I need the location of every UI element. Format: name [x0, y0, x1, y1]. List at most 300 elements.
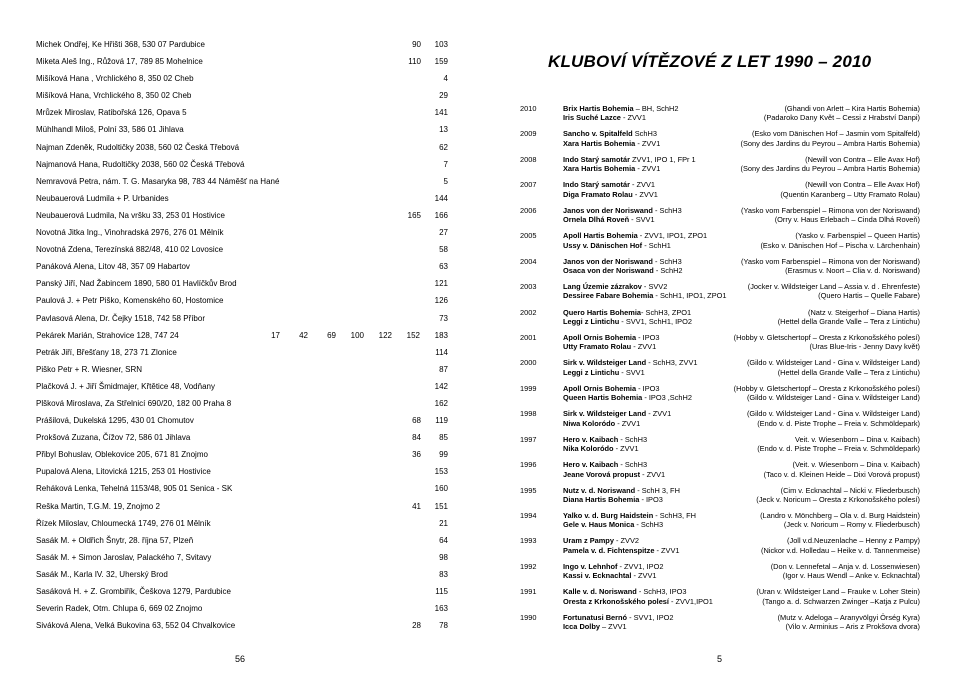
page-references [394, 621, 448, 631]
male-winner-line [563, 511, 920, 520]
year-entry [520, 384, 920, 409]
dog-titles: SchH3 [632, 129, 657, 139]
registry-row [36, 91, 448, 108]
male-winner-line [563, 206, 920, 215]
dog-name: Pamela v. d. Fichtenspitze [563, 545, 655, 555]
dog-entry [563, 155, 696, 164]
registry-row [36, 433, 448, 450]
dog-parents: (Uran v. Wildsteiger Land – Frauke v. Loher Stein) [756, 587, 920, 597]
page-reference: 114 [435, 347, 448, 357]
dog-parents: (Igor v. Haus Wendl – Anke v. Ecknachtal) [782, 571, 920, 581]
page-reference: 98 [439, 552, 448, 562]
page-references [421, 365, 448, 375]
dog-name: Kalle v. d. Noriswand [563, 587, 637, 597]
female-winner-line [563, 139, 920, 148]
male-winner-line [563, 155, 920, 164]
dog-entry [563, 409, 671, 418]
female-winner-line [563, 241, 920, 250]
year-entry [520, 129, 920, 154]
owner-name: Petrák Jiří, Břešťany 18, 273 71 Zlonice [36, 347, 177, 357]
year-entry [520, 282, 920, 307]
page-reference: 152 [406, 330, 420, 340]
owner-name: Plšková Miroslava, Za Střelnicí 690/20, 182 00 Praha 8 [36, 398, 232, 408]
female-winner-line [563, 190, 920, 199]
dog-parents: (Quero Hartis – Quelle Fabare) [818, 291, 920, 301]
dog-name: Leggi z Lintichu [563, 316, 620, 326]
dog-name: Indo Starý samotár [563, 180, 630, 190]
male-winner-line [563, 460, 920, 469]
dog-name: Fortunatusi Bernó [563, 612, 628, 622]
page-references [421, 484, 448, 494]
page-references [421, 177, 448, 187]
dog-entry [563, 495, 663, 504]
page-reference: 28 [412, 621, 421, 631]
year-label: 2007 [520, 180, 537, 190]
dog-titles: - IPO3 [639, 494, 663, 504]
dog-entry [563, 486, 680, 495]
dog-name: Xara Hartis Bohemia [563, 138, 636, 148]
dog-parents: (Jocker v. Wildsteiger Land – Assia v. d . Ehrenfeste) [747, 282, 920, 292]
female-winner-line [563, 393, 920, 402]
registry-row [36, 331, 448, 348]
dog-name: Ussy v. Dänischen Hof [563, 240, 643, 250]
owner-name: Mühlhandl Miloš, Polní 33, 586 01 Jihlava [36, 125, 184, 135]
registry-row [36, 502, 448, 519]
registry-row [36, 57, 448, 74]
owner-name: Paulová J. + Petr Piško, Komenského 60, Hostomice [36, 296, 224, 306]
year-label: 1998 [520, 409, 537, 419]
registry-row [36, 604, 448, 621]
year-label: 1994 [520, 511, 537, 520]
year-entry [520, 536, 920, 561]
page-title: KLUBOVÍ VÍTĚZOVÉ Z LET 1990 – 2010 [548, 52, 872, 71]
page-reference: 41 [412, 501, 421, 511]
registry-row [36, 519, 448, 536]
female-winner-line [563, 622, 920, 631]
dog-entry [563, 511, 696, 520]
male-winner-line [563, 333, 920, 342]
dog-parents: (Yasko vom Farbenspiel – Rimona von der Noriswand) [741, 256, 920, 266]
dog-name: Leggi z Lintichu [563, 367, 620, 377]
registry-row [36, 296, 448, 313]
page-references [421, 245, 448, 255]
dog-parents: (Tango a. d. Schwarzen Zwinger –Katja z Pulcu) [762, 596, 920, 606]
page-references [394, 450, 448, 460]
dog-titles: - SchH 3, FH [635, 485, 680, 495]
dog-name: Nika Koloródo [563, 444, 614, 454]
dog-titles: - ZVV1 [640, 469, 666, 479]
dog-entry [563, 384, 660, 393]
year-entry [520, 155, 920, 180]
male-winner-line [563, 486, 920, 495]
owner-name: Reháková Lenka, Tehelná 1153/48, 905 01 Senica - SK [36, 484, 233, 494]
registry-row [36, 125, 448, 142]
dog-titles: - SchH3, ZVV1 [646, 358, 698, 368]
year-label: 2010 [520, 104, 537, 113]
owner-name: Prokšová Zuzana, Čížov 72, 586 01 Jihlava [36, 433, 191, 443]
dog-name: Gele v. Haus Monica [563, 520, 635, 530]
dog-entry [563, 206, 682, 215]
female-winner-line [563, 470, 920, 479]
dog-name: Hero v. Kaibach [563, 434, 619, 444]
dog-name: Indo Starý samotár [563, 154, 630, 164]
page-reference: 85 [439, 433, 448, 443]
male-winner-line [563, 282, 920, 291]
female-winner-line [563, 291, 920, 300]
year-label: 2000 [520, 358, 537, 368]
registry-row [36, 536, 448, 553]
club-winners-list [520, 104, 920, 638]
year-entry [520, 104, 920, 129]
dog-name: Janos von der Noriswand [563, 256, 653, 266]
page-references [421, 74, 448, 84]
registry-row [36, 143, 448, 160]
page-reference: 122 [378, 330, 392, 340]
dog-name: Lang Územie zázrakov [563, 282, 642, 292]
female-winner-line [563, 342, 920, 351]
dog-name: Janos von der Noriswand [563, 205, 653, 215]
dog-entry [563, 368, 645, 377]
registry-row [36, 262, 448, 279]
dog-parents: (Gildo v. Wildsteiger Land - Gina v. Wildsteiger Land) [746, 393, 920, 403]
page-reference: 183 [434, 330, 448, 340]
dog-entry [563, 358, 698, 367]
female-winner-line [563, 597, 920, 606]
dog-titles: - ZVV2 [613, 536, 639, 546]
dog-entry [563, 104, 678, 113]
dog-entry [563, 180, 655, 189]
male-winner-line [563, 384, 920, 393]
year-label: 2008 [520, 154, 537, 164]
page-reference: 69 [327, 330, 336, 340]
dog-name: Sirk v. Wildsteiger Land [563, 358, 647, 368]
dog-entry [563, 317, 692, 326]
page-reference: 99 [439, 450, 448, 460]
dog-parents: (Joll v.d.Neuzenlache – Henny z Pampy) [787, 536, 920, 546]
page-references [421, 160, 448, 170]
dog-name: Uram z Pampy [563, 536, 614, 546]
male-winner-line [563, 409, 920, 418]
right-page [480, 0, 960, 679]
year-label: 1991 [520, 587, 537, 597]
dog-name: Kassi v. Ecknachtal [563, 571, 632, 581]
dog-titles: - SVV1, SchH1, IPO2 [619, 316, 692, 326]
dog-entry [563, 333, 660, 342]
year-label: 2001 [520, 332, 537, 342]
dog-parents: (Natz v. Steigerhof – Diana Hartis) [808, 307, 920, 317]
male-winner-line [563, 536, 920, 545]
year-entry [520, 587, 920, 612]
dog-parents: (Landro v. Mönchberg – Ola v. d. Burg Haidstein) [760, 511, 920, 520]
dog-name: Dessiree Fabare Bohemia [563, 291, 654, 301]
owner-name: Michek Ondřej, Ke Hřišti 368, 530 07 Pardubice [36, 40, 205, 49]
year-entry [520, 180, 920, 205]
owner-name: Novotná Jitka Ing., Vinohradská 2976, 276 01 Mělník [36, 228, 224, 238]
registry-row [36, 365, 448, 382]
dog-entry [563, 571, 657, 580]
dog-titles: - SchH3 [618, 434, 648, 444]
year-label: 1997 [520, 434, 537, 444]
dog-titles: - SVV2 [641, 282, 668, 292]
page-references [421, 399, 448, 409]
page-reference: 141 [434, 108, 448, 118]
dog-titles: - SchH2 [653, 266, 683, 276]
dog-titles: – ZVV1 [599, 622, 627, 632]
year-entry [520, 511, 920, 536]
dog-name: Sancho v. Spitalfeld [563, 129, 633, 139]
owner-name: Siváková Alena, Velká Bukovina 63, 552 04 Chvalkovice [36, 621, 236, 631]
page-reference: 4 [443, 74, 448, 84]
dog-parents: (Newill von Contra – Elle Avax Hof) [805, 180, 920, 190]
dog-name: Brix Hartis Bohemia [563, 104, 634, 113]
female-winner-line [563, 215, 920, 224]
page-reference: 42 [299, 330, 308, 340]
left-page-number: 56 [235, 654, 246, 664]
page-references [421, 587, 448, 597]
dog-name: Utty Framato Rolau [563, 342, 632, 352]
page-reference: 13 [439, 125, 448, 135]
registry-row [36, 228, 448, 245]
female-winner-line [563, 444, 920, 453]
dog-entry [563, 241, 671, 250]
owner-name: Najman Zdeněk, Rudoltičky 2038, 560 02 Česká Třebová [36, 142, 240, 152]
dog-entry [563, 546, 680, 555]
dog-titles: - SchH3 [652, 205, 682, 215]
dog-parents: (Esko v. Dänischen Hof – Pischa v. Lärchenhain) [760, 240, 920, 250]
male-winner-line [563, 613, 920, 622]
dog-parents: (Padaroko Dany Květ – Cessi z Hrabství Danpi) [763, 113, 920, 123]
page-reference: 62 [439, 142, 448, 152]
owner-name: Mišíková Hana, Vrchlického 8, 350 02 Cheb [36, 91, 192, 101]
right-page-number: 5 [717, 654, 723, 664]
dog-titles: - ZVV1 [629, 180, 656, 190]
dog-titles: - SchH3, IPO3 [636, 587, 687, 597]
owner-name: Sasák M., Karla IV. 32, Uherský Brod [36, 569, 168, 579]
dog-parents: (Sony des Jardins du Peyrou – Ambra Hartis Bohemia) [740, 164, 920, 174]
dog-entry [563, 231, 707, 240]
page-reference: 87 [439, 364, 448, 374]
year-entry [520, 613, 920, 638]
page-reference: 64 [439, 535, 448, 545]
page-references [421, 467, 448, 477]
dog-entry [563, 444, 639, 453]
page-reference: 78 [439, 621, 448, 631]
registry-row [36, 194, 448, 211]
owner-name: Neubauerová Ludmila + P. Urbanides [36, 193, 169, 203]
dog-titles: - IPO3 ,SchH2 [642, 393, 692, 403]
year-label: 2004 [520, 256, 537, 266]
page-references [421, 382, 448, 392]
owner-name: Panáková Alena, Litov 48, 357 09 Habartov [36, 262, 190, 272]
year-entry [520, 562, 920, 587]
dog-entry [563, 562, 663, 571]
dog-entry [563, 419, 640, 428]
page-references [421, 296, 448, 306]
page-reference: 165 [407, 210, 421, 220]
dog-entry [563, 393, 692, 402]
registry-row [36, 40, 448, 57]
year-entry [520, 435, 920, 460]
dog-name: Diga Framato Rolau [563, 189, 633, 199]
owner-name: Sasák M. + Oldřich Šnytr, 28. října 57, Plzeň [36, 535, 194, 545]
owner-name: Pekárek Marián, Strahovice 128, 747 24 [36, 330, 179, 340]
dog-titles: - ZVV1 [646, 409, 672, 419]
page-reference: 151 [434, 501, 448, 511]
female-winner-line [563, 495, 920, 504]
page-reference: 90 [412, 40, 421, 49]
year-label: 1993 [520, 536, 537, 546]
year-label: 2003 [520, 282, 537, 292]
page-reference: 162 [434, 398, 448, 408]
owner-name: Mrůzek Miroslav, Ratibořská 126, Opava 5 [36, 108, 187, 118]
page-references [421, 536, 448, 546]
year-entry [520, 486, 920, 511]
dog-parents: (Orry v. Haus Erlebach – Cinda Dlhá Roveň) [774, 215, 920, 225]
dog-titles: - ZVV1 [635, 164, 661, 174]
page-references [421, 553, 448, 563]
dog-titles: - SVV1 [629, 215, 655, 225]
male-winner-line [563, 435, 920, 444]
year-entry [520, 231, 920, 256]
dog-parents: (Sony des Jardins du Peyrou – Ambra Hartis Bohemia) [740, 138, 920, 148]
page-references [421, 143, 448, 153]
page-reference: 160 [434, 484, 448, 494]
owner-name: Reška Martin, T.G.M. 19, Znojmo 2 [36, 501, 160, 511]
female-winner-line [563, 419, 920, 428]
owner-name: Sasák M. + Simon Jaroslav, Palackého 7, Svitavy [36, 552, 212, 562]
dog-parents: (Hettel della Grande Valle – Tera z Lintichu) [777, 316, 920, 326]
registry-row [36, 570, 448, 587]
registry-row [36, 467, 448, 484]
registry-row [36, 484, 448, 501]
owner-name: Severin Radek, Otm. Chlupa 6, 669 02 Znojmo [36, 604, 203, 614]
dog-entry [563, 308, 691, 317]
male-winner-line [563, 562, 920, 571]
page-reference: 159 [434, 57, 448, 67]
page-references [421, 194, 448, 204]
dog-name: Oresta z Krkonošského polesí [563, 596, 669, 606]
dog-name: Quero Hartis Bohemia [563, 307, 642, 317]
dog-name: Niwa Koloródo [563, 418, 616, 428]
year-label: 1996 [520, 460, 537, 470]
page-references [394, 433, 448, 443]
dog-parents: (Cim v. Ecknachtal – Nicki v. Fliederbusch) [780, 485, 920, 495]
dog-name: Queen Hartis Bohemia [563, 393, 643, 403]
page-reference: 29 [439, 91, 448, 101]
year-label: 2005 [520, 231, 537, 241]
page-reference: 5 [443, 176, 448, 186]
dog-entry [563, 435, 647, 444]
page-reference: 110 [408, 57, 421, 67]
registry-row [36, 621, 448, 638]
dog-parents: (Mutz v. Adeloga – Aranyvölgyi Örség Kyra) [777, 612, 920, 622]
dog-entry [563, 291, 726, 300]
page-reference: 27 [439, 228, 448, 238]
page-references [421, 314, 448, 324]
registry-row [36, 108, 448, 125]
page-references [421, 570, 448, 580]
page-references [421, 519, 448, 529]
dog-parents: (Nickor v.d. Holledau – Heike v. d. Tannenmeise) [761, 545, 920, 555]
dog-name: Osaca von der Noriswand [563, 266, 654, 276]
owner-name: Prášilová, Dukelská 1295, 430 01 Chomutov [36, 416, 194, 426]
dog-name: Apoll Ornis Bohemia [563, 383, 637, 393]
page-references [394, 416, 448, 426]
year-label: 2009 [520, 129, 537, 139]
dog-parents: (Hettel della Grande Valle – Tera z Lintichu) [777, 367, 920, 377]
dog-name: Jeane Vorová propust [563, 469, 641, 479]
page-reference: 7 [443, 159, 448, 169]
owner-name: Řízek Miloslav, Chloumecká 1749, 276 01 Mělník [36, 518, 211, 528]
page-references [421, 262, 448, 272]
year-entry [520, 206, 920, 231]
dog-titles: - SchH1, IPO1, ZPO1 [653, 291, 727, 301]
dog-entry [563, 164, 660, 173]
dog-entry [563, 266, 683, 275]
registry-row [36, 314, 448, 331]
female-winner-line [563, 266, 920, 275]
dog-titles: - SchH3 [618, 460, 648, 470]
year-label: 1992 [520, 561, 537, 571]
dog-titles: - SchH3, FH [653, 511, 696, 520]
page-reference: 21 [439, 518, 448, 528]
page-reference: 121 [434, 279, 448, 289]
page-references [252, 331, 448, 341]
dog-parents: (Hobby v. Gletschertopf – Oresta z Krkonošského polesí) [733, 332, 920, 342]
year-label: 1999 [520, 383, 537, 393]
registry-row [36, 211, 448, 228]
owner-name: Sasáková H. + Z. Grombiřík, Češkova 1279, Pardubice [36, 587, 231, 596]
dog-titles: - ZVV1 [632, 189, 658, 199]
dog-entry [563, 597, 713, 606]
dog-name: Nutz v. d. Noriswand [563, 485, 636, 495]
female-winner-line [563, 571, 920, 580]
dog-titles: - ZVV1, IPO2 [617, 561, 664, 571]
owner-name: Přibyl Bohuslav, Oblekovice 205, 671 81 Znojmo [36, 450, 208, 460]
dog-entry [563, 520, 663, 529]
dog-titles: - IPO3 [636, 383, 660, 393]
dog-entry [563, 342, 656, 351]
year-label: 2002 [520, 307, 537, 317]
dog-titles: - ZVV1, IPO1, ZPO1 [637, 231, 708, 241]
dog-entry [563, 129, 657, 138]
dog-entry [563, 139, 660, 148]
dog-titles: - IPO3 [636, 332, 660, 342]
page-references [421, 228, 448, 238]
dog-titles: - ZVV1 [620, 113, 646, 123]
registry-row [36, 279, 448, 296]
dog-parents: (Yasko vom Farbenspiel – Rimona von der Noriswand) [741, 205, 920, 215]
registry-row [36, 587, 448, 604]
dog-name: Sirk v. Wildsteiger Land [563, 409, 647, 419]
male-winner-line [563, 231, 920, 240]
page-reference: 126 [434, 296, 448, 306]
page-reference: 17 [271, 330, 280, 340]
registry-row [36, 245, 448, 262]
dog-entry [563, 257, 682, 266]
dog-entry [563, 536, 639, 545]
page-reference: 142 [434, 381, 448, 391]
page-references [421, 279, 448, 289]
male-winner-line [563, 358, 920, 367]
page-references [394, 57, 448, 67]
page-reference: 36 [412, 450, 421, 460]
page-reference: 84 [412, 433, 421, 443]
dog-titles: - ZVV1 [631, 342, 657, 352]
dog-name: Iris Suché Lazce [563, 113, 621, 123]
female-winner-line [563, 546, 920, 555]
dog-parents: (Erasmus v. Noort – Clia v. d. Noriswand) [785, 266, 920, 276]
